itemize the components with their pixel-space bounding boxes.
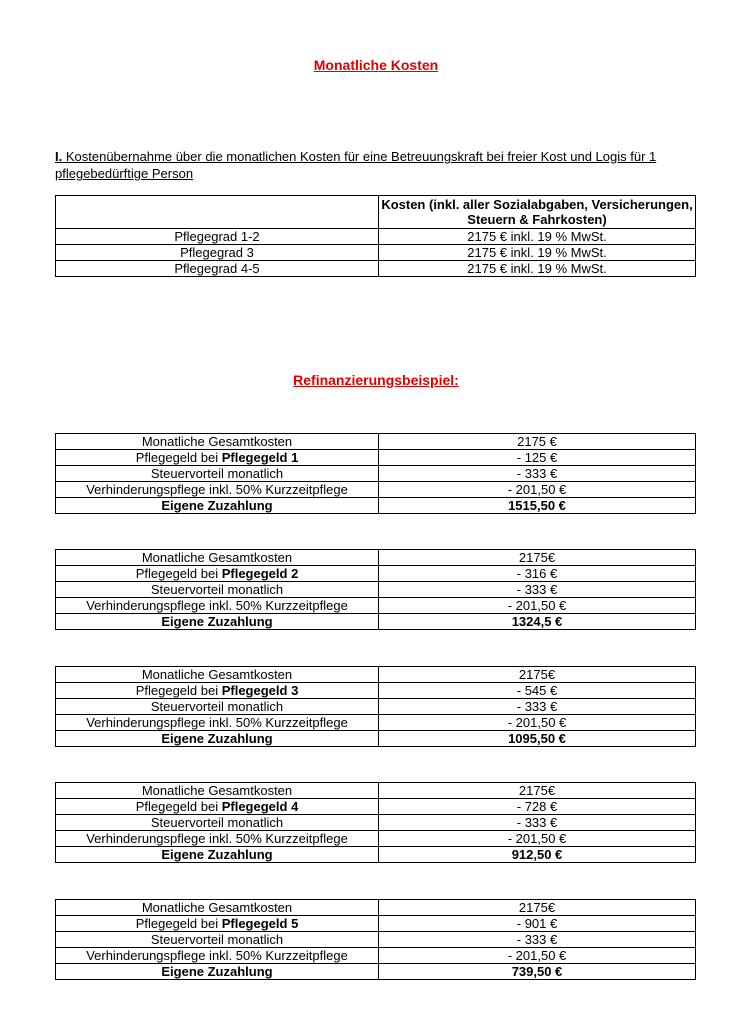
tax-value: - 333 € (379, 466, 696, 482)
pflegegeld-label (56, 916, 379, 932)
table-row (56, 550, 696, 566)
tax-label: Steuervorteil monatlich (56, 582, 379, 598)
table-row (56, 815, 696, 831)
own-payment-value: 912,50 € (379, 847, 696, 863)
table-row (56, 831, 696, 847)
own-payment-value: 1515,50 € (379, 498, 696, 514)
table-row (56, 566, 696, 582)
tax-value: - 333 € (379, 699, 696, 715)
total-cost-value: 2175€ (379, 783, 696, 799)
cost-table-header-row (56, 196, 696, 229)
total-cost-label: Monatliche Gesamtkosten (56, 550, 379, 566)
refinancing-table-4 (55, 782, 696, 863)
table-row (56, 482, 696, 498)
prevention-care-value: - 201,50 € (379, 715, 696, 731)
table-row (56, 731, 696, 747)
refinancing-table-5 (55, 899, 696, 980)
pflegegeld-label (56, 799, 379, 815)
total-cost-value: 2175 € (379, 434, 696, 450)
tax-value: - 333 € (379, 815, 696, 831)
tax-label: Steuervorteil monatlich (56, 815, 379, 831)
prevention-care-value: - 201,50 € (379, 831, 696, 847)
own-payment-label: Eigene Zuzahlung (56, 731, 379, 747)
pflegegeld-value: - 545 € (379, 683, 696, 699)
pflegegeld-prefix: Pflegegeld bei (135, 450, 222, 465)
prevention-care-label: Verhinderungspflege inkl. 50% Kurzzeitpflege (56, 482, 379, 498)
page-title: Monatliche Kosten (313, 57, 439, 73)
table-row (56, 900, 696, 916)
table-row (56, 498, 696, 514)
table-row (56, 916, 696, 932)
own-payment-label: Eigene Zuzahlung (56, 614, 379, 630)
table-row (56, 582, 696, 598)
cost-table-label: Pflegegrad 1-2 (56, 229, 379, 245)
table-row (56, 948, 696, 964)
refinancing-table-3 (55, 666, 696, 747)
cost-table-value: 2175 € inkl. 19 % MwSt. (379, 261, 696, 277)
pflegegeld-level: Pflegegeld 3 (221, 683, 299, 698)
pflegegeld-level: Pflegegeld 2 (221, 566, 299, 581)
prevention-care-label: Verhinderungspflege inkl. 50% Kurzzeitpflege (56, 831, 379, 847)
table-row (56, 598, 696, 614)
refinancing-table-1 (55, 433, 696, 514)
table-row (56, 434, 696, 450)
own-payment-value: 739,50 € (379, 964, 696, 980)
pflegegeld-prefix: Pflegegeld bei (135, 916, 222, 931)
tax-label: Steuervorteil monatlich (56, 699, 379, 715)
table-row (56, 964, 696, 980)
table-row (56, 683, 696, 699)
table-row (56, 783, 696, 799)
tax-value: - 333 € (379, 582, 696, 598)
tax-label: Steuervorteil monatlich (56, 932, 379, 948)
cost-table-value: 2175 € inkl. 19 % MwSt. (379, 245, 696, 261)
pflegegeld-level: Pflegegeld 5 (221, 916, 299, 931)
prevention-care-label: Verhinderungspflege inkl. 50% Kurzzeitpflege (56, 598, 379, 614)
cost-table-header-right: Kosten (inkl. aller Sozialabgaben, Versicherungen, Steuern & Fahrkosten) (379, 196, 696, 229)
cost-table-header-left (56, 196, 379, 229)
pflegegeld-label (56, 566, 379, 582)
pflegegeld-label (56, 450, 379, 466)
prevention-care-value: - 201,50 € (379, 598, 696, 614)
table-row (56, 229, 696, 245)
pflegegeld-value: - 316 € (379, 566, 696, 582)
table-row (56, 667, 696, 683)
table-row (56, 847, 696, 863)
total-cost-value: 2175€ (379, 550, 696, 566)
total-cost-label: Monatliche Gesamtkosten (56, 667, 379, 683)
pflegegeld-level: Pflegegeld 4 (221, 799, 299, 814)
table-row (56, 932, 696, 948)
refinancing-title: Refinanzierungsbeispiel: (293, 372, 459, 388)
pflegegeld-value: - 901 € (379, 916, 696, 932)
pflegegeld-prefix: Pflegegeld bei (135, 566, 222, 581)
total-cost-label: Monatliche Gesamtkosten (56, 900, 379, 916)
intro-text: Kostenübernahme über die monatlichen Kosten für eine Betreuungskraft bei freier Kost und Logis für 1 pflegebedürftige Person (55, 149, 657, 181)
pflegegeld-value: - 125 € (379, 450, 696, 466)
cost-table-label: Pflegegrad 4-5 (56, 261, 379, 277)
own-payment-label: Eigene Zuzahlung (56, 964, 379, 980)
prevention-care-value: - 201,50 € (379, 948, 696, 964)
table-row (56, 614, 696, 630)
table-row (56, 715, 696, 731)
own-payment-label: Eigene Zuzahlung (56, 498, 379, 514)
cost-table-label: Pflegegrad 3 (56, 245, 379, 261)
pflegegeld-prefix: Pflegegeld bei (135, 799, 222, 814)
own-payment-value: 1095,50 € (379, 731, 696, 747)
pflegegeld-prefix: Pflegegeld bei (135, 683, 222, 698)
prevention-care-value: - 201,50 € (379, 482, 696, 498)
tax-label: Steuervorteil monatlich (56, 466, 379, 482)
total-cost-value: 2175€ (379, 667, 696, 683)
refinancing-table-2 (55, 549, 696, 630)
cost-table-value: 2175 € inkl. 19 % MwSt. (379, 229, 696, 245)
own-payment-value: 1324,5 € (379, 614, 696, 630)
intro-paragraph (55, 148, 695, 182)
table-row (56, 450, 696, 466)
own-payment-label: Eigene Zuzahlung (56, 847, 379, 863)
total-cost-label: Monatliche Gesamtkosten (56, 783, 379, 799)
cost-table (55, 195, 696, 277)
pflegegeld-level: Pflegegeld 1 (221, 450, 299, 465)
table-row (56, 466, 696, 482)
table-row (56, 699, 696, 715)
table-row (56, 261, 696, 277)
pflegegeld-label (56, 683, 379, 699)
prevention-care-label: Verhinderungspflege inkl. 50% Kurzzeitpflege (56, 948, 379, 964)
table-row (56, 245, 696, 261)
prevention-care-label: Verhinderungspflege inkl. 50% Kurzzeitpflege (56, 715, 379, 731)
tax-value: - 333 € (379, 932, 696, 948)
total-cost-label: Monatliche Gesamtkosten (56, 434, 379, 450)
intro-numeral: I. (55, 149, 63, 164)
total-cost-value: 2175€ (379, 900, 696, 916)
pflegegeld-value: - 728 € (379, 799, 696, 815)
table-row (56, 799, 696, 815)
